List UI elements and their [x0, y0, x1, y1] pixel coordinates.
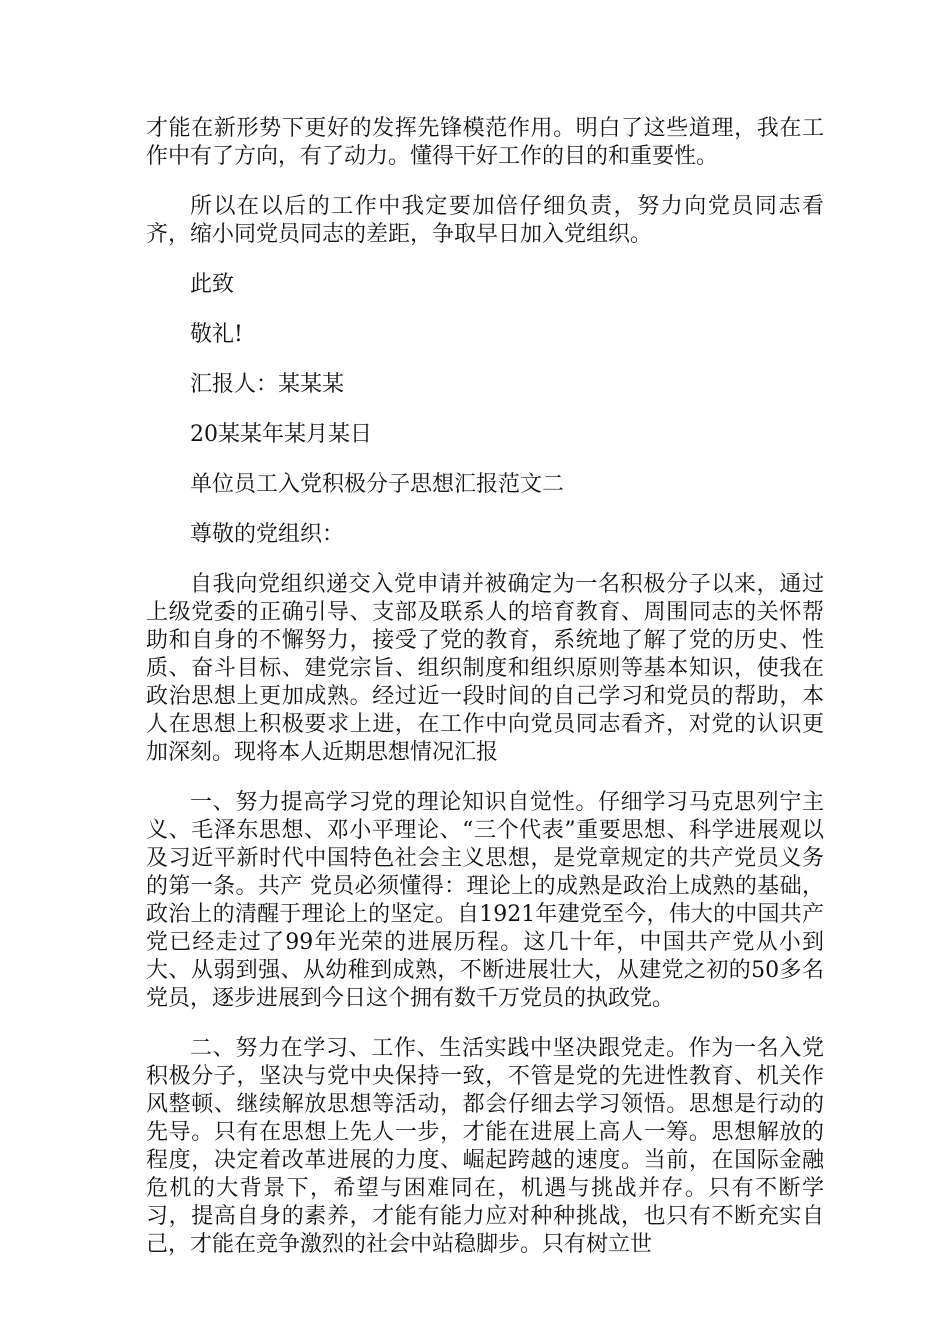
paragraph-1: 才能在新形势下更好的发挥先锋模范作用。明白了这些道理，我在工作中有了方向，有了动力。懂得干好工作的目的和重要性。 — [146, 116, 824, 169]
paragraph-point-1: 一、努力提高学习党的理论知识自觉性。仔细学习马克思列宁主义、毛泽东思想、邓小平理论、“三个代表”重要思想、科学进展观以及习近平新时代中国特色社会主义思想，是党章规定的共产党员义务的第一条。共产 党员必须懂得：理论上的成熟是政治上成熟的基础，政治上的清醒于理论上的坚定。自1921年建党至今，伟大的中国共产 党已经走过了99年光荣的进展历程。这几十年，中国共产党从小到大、从弱到强、从幼稚到成熟，不断进展壮大，从建党之初的50多名党员，逐步进展到今日这个拥有数千万党员的执政党。 — [146, 790, 824, 1011]
report-date: 20某某年某月某日 — [190, 422, 372, 447]
paragraph-intro: 自我向党组织递交入党申请并被确定为一名积极分子以来，通过上级党委的正确引导、支部及联系人的培育教育、周围同志的关怀帮助和自身的不懈努力，接受了党的教育，系统地了解了党的历史、性质、奋斗目标、建党宗旨、组织制度和组织原则等基本知识，使我在政治思想上更加成熟。经过近一段时间的自己学习和党员的帮助，本人在思想上积极要求上进，在工作中向党员同志看齐，对党的认识更加深刻。现将本人近期思想情况汇报 — [146, 572, 824, 765]
greeting: 尊敬的党组织： — [190, 522, 345, 547]
paragraph-point-2: 二、努力在学习、工作、生活实践中坚决跟党走。作为一名入党积极分子，坚决与党中央保持一致，不管是党的先进性教育、机关作风整顿、继续解放思想等活动，都会仔细去学习领悟。思想是行动的先导。只有在思想上先人一步，才能在进展上高人一筹。思想解放的程度，决定着改革进展的力度、崛起跨越的速度。当前，在国际金融危机的大背景下，希望与困难同在，机遇与挑战并存。只有不断学习，提高自身的素养，才能有能力应对种种挑战，也只有不断充实自己，才能在竞争激烈的社会中站稳脚步。只有树立世 — [146, 1036, 824, 1257]
closing-salutation: 此致 — [190, 272, 235, 297]
closing-regards: 敬礼! — [190, 322, 243, 347]
section-title: 单位员工入党积极分子思想汇报范文二 — [190, 472, 565, 497]
paragraph-2: 所以在以后的工作中我定要加倍仔细负责，努力向党员同志看齐，缩小同党员同志的差距，争取早日加入党组织。 — [146, 194, 824, 247]
reporter-signature: 汇报人：某某某 — [190, 372, 345, 397]
document-body — [146, 115, 824, 1281]
